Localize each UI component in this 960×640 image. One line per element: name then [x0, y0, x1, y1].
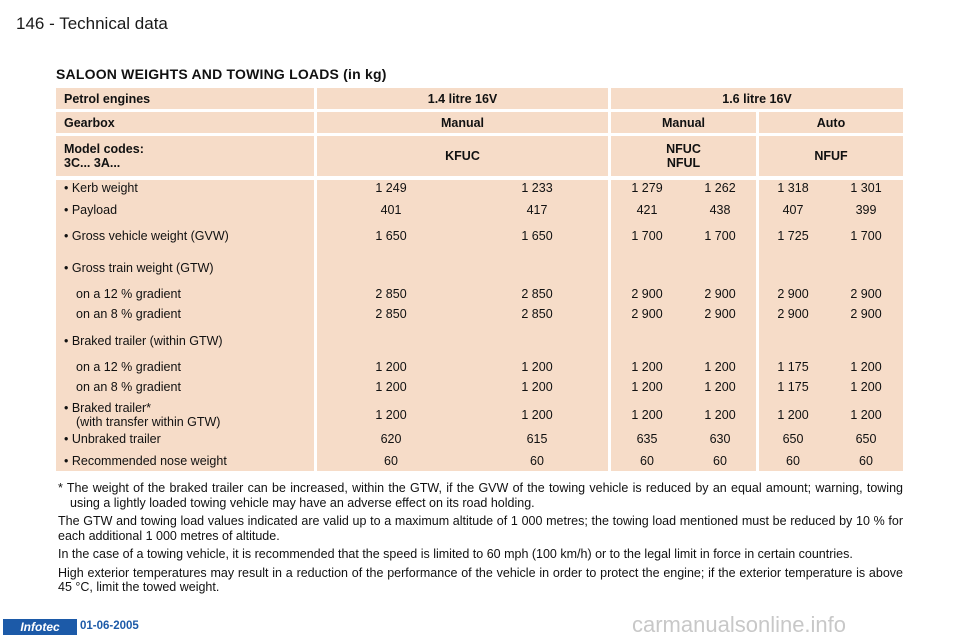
table-cell: 615: [526, 432, 548, 446]
table-cell: 650: [782, 432, 804, 446]
header-gear-manual-1: Manual: [317, 112, 608, 133]
table-cell: 1 279: [631, 181, 663, 195]
table-cell: 1 301: [850, 181, 882, 195]
table-cell: 2 850: [521, 307, 553, 321]
header-petrol-engines: Petrol engines: [56, 88, 314, 109]
watermark: carmanualsonline.info: [632, 612, 847, 637]
header-code-nfuf: NFUF: [759, 136, 903, 176]
model-codes-label: Model codes:: [64, 142, 144, 156]
table-cell: 630: [709, 432, 731, 446]
table-cell: 1 249: [375, 181, 407, 195]
row-label: [64, 261, 214, 275]
table-cell: 1 200: [521, 380, 553, 394]
row-label: [64, 454, 227, 468]
row-label-text: on a 12 % gradient: [76, 360, 181, 374]
table-cell: 1 200: [777, 408, 809, 422]
table-cell: 1 200: [850, 380, 882, 394]
table-cell: 1 200: [521, 408, 553, 422]
table-cell: 2 900: [850, 307, 882, 321]
table-cell: 1 200: [704, 408, 736, 422]
header-code-nfuc-nful: [611, 136, 756, 176]
header-model-codes: [56, 136, 314, 176]
table-cell: 2 850: [375, 307, 407, 321]
row-label-text: • Kerb weight: [64, 181, 138, 195]
table-cell: 1 200: [850, 360, 882, 374]
table-cell: 60: [786, 454, 800, 468]
page-number: 146: [16, 14, 45, 33]
header-gearbox: Gearbox: [56, 112, 314, 133]
code-nful: NFUL: [666, 156, 701, 170]
table-cell: 2 900: [631, 307, 663, 321]
table-cell: 1 318: [777, 181, 809, 195]
table-cell: 438: [709, 203, 731, 217]
table-cell: 60: [713, 454, 727, 468]
row-label: [64, 334, 223, 348]
row-label-text: • Recommended nose weight: [64, 454, 227, 468]
notes: [58, 481, 903, 599]
table-cell: 1 233: [521, 181, 553, 195]
model-codes-prefix: 3C... 3A...: [64, 156, 121, 170]
table-cell: 60: [384, 454, 398, 468]
row-label: [64, 181, 138, 195]
table-cell: 1 262: [704, 181, 736, 195]
body-bg-14: [317, 180, 608, 471]
table-cell: 1 700: [631, 229, 663, 243]
table-cell: 1 200: [631, 360, 663, 374]
row-label: [76, 287, 181, 301]
row-label: [64, 229, 229, 243]
table-cell: 1 200: [850, 408, 882, 422]
table-cell: 1 200: [704, 380, 736, 394]
row-label: [76, 380, 181, 394]
body-bg-16-manual: [611, 180, 756, 471]
header-engine-14: 1.4 litre 16V: [317, 88, 608, 109]
row-label: [64, 203, 117, 217]
page-header: 146 - Technical data: [16, 14, 168, 33]
table-cell: 2 900: [777, 307, 809, 321]
table-cell: 1 700: [704, 229, 736, 243]
table-cell: 1 200: [375, 380, 407, 394]
table-cell: 1 200: [631, 380, 663, 394]
table-cell: 1 175: [777, 360, 809, 374]
table-cell: 1 650: [375, 229, 407, 243]
table-cell: 2 900: [777, 287, 809, 301]
row-label-text: • Braked trailer (within GTW): [64, 334, 223, 348]
row-sublabel-text: (with transfer within GTW): [76, 415, 221, 429]
table-cell: 1 200: [521, 360, 553, 374]
section-title: SALOON WEIGHTS AND TOWING LOADS (in kg): [56, 66, 387, 82]
table-cell: 407: [782, 203, 804, 217]
row-label-text: • Gross train weight (GTW): [64, 261, 214, 275]
table-cell: 1 200: [375, 360, 407, 374]
table-cell: 1 700: [850, 229, 882, 243]
table-cell: 401: [380, 203, 402, 217]
table-cell: 421: [636, 203, 658, 217]
row-label: [64, 432, 161, 446]
table-cell: 2 900: [850, 287, 882, 301]
table-cell: 60: [530, 454, 544, 468]
row-label-text: • Unbraked trailer: [64, 432, 161, 446]
row-label: [76, 307, 181, 321]
row-label-text: on an 8 % gradient: [76, 307, 181, 321]
header-code-kfuc: KFUC: [317, 136, 608, 176]
table-cell: 2 900: [704, 307, 736, 321]
row-label-text: • Gross vehicle weight (GVW): [64, 229, 229, 243]
note-altitude: The GTW and towing load values indicated are valid up to a maximum altitude of 1 000 metres; the towing load mentioned must be reduced by 10 % for each additional 1 000 metres of altitude.: [58, 514, 903, 543]
row-label-text: • Braked trailer*: [64, 401, 152, 415]
table-cell: 417: [526, 203, 548, 217]
row-label: [76, 360, 181, 374]
row-label-text: on an 8 % gradient: [76, 380, 181, 394]
table-cell: 1 175: [777, 380, 809, 394]
row-label-text: • Payload: [64, 203, 118, 217]
page-section: Technical data: [59, 14, 168, 33]
table-cell: 2 850: [521, 287, 553, 301]
footer-date: 01-06-2005: [80, 620, 139, 632]
table-cell: 399: [855, 203, 877, 217]
note-speed: In the case of a towing vehicle, it is recommended that the speed is limited to 60 mph (100 km/h) or to the legal limit in force in certain countries.: [58, 547, 853, 561]
table-cell: 1 725: [777, 229, 809, 243]
table-cell: 620: [380, 432, 402, 446]
table-cell: 2 900: [704, 287, 736, 301]
table-cell: 2 850: [375, 287, 407, 301]
table-cell: 1 650: [521, 229, 553, 243]
table-cell: 650: [855, 432, 877, 446]
header-engine-16: 1.6 litre 16V: [611, 88, 903, 109]
table-cell: 60: [640, 454, 654, 468]
row-label-text: on a 12 % gradient: [76, 287, 181, 301]
note-footnote: * The weight of the braked trailer can be increased, within the GTW, if the GVW of the towing vehicle is reduced by an equal amount; warning, towing using a lightly loaded towing vehicle may have an adverse effect on its road holding.: [58, 481, 903, 510]
code-nfuc: NFUC: [666, 142, 701, 156]
table-cell: 2 900: [631, 287, 663, 301]
table-cell: 635: [636, 432, 658, 446]
header-gear-auto: Auto: [759, 112, 903, 133]
infotec-logo: Infotec: [3, 619, 77, 635]
table-cell: 1 200: [704, 360, 736, 374]
note-temperature: High exterior temperatures may result in a reduction of the performance of the vehicle in order to protect the engine; if the exterior temperature is above 45 °C, limit the towed weight.: [58, 565, 903, 594]
table-cell: 1 200: [631, 408, 663, 422]
body-bg-16-auto: [759, 180, 903, 471]
row-label: [64, 401, 220, 429]
header-gear-manual-2: Manual: [611, 112, 756, 133]
table-cell: 60: [859, 454, 873, 468]
table-cell: 1 200: [375, 408, 407, 422]
